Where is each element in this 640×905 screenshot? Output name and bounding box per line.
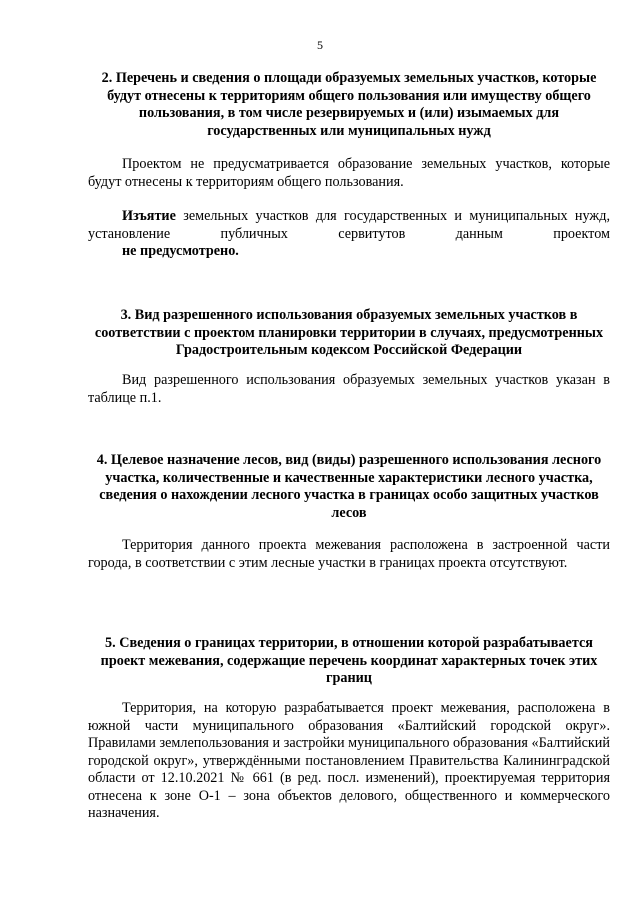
seizure-bold-text: Изъятие (122, 208, 176, 224)
section-2-heading: 2. Перечень и сведения о площади образуемых земельных участков, которые будут отнесены к территориям общего пользования или имуществу общего пользования, в том числе резервируемых и (или) изымаемых для государственных или муниципальных нужд (101, 70, 597, 139)
page-number: 5 (317, 38, 323, 52)
section-4-paragraph-1: Территория данного проекта межевания расположена в застроенной части города, в соответствии с этим лесные участки в границах проекта отсутствуют. (88, 537, 610, 571)
section-2-paragraph-1: Проектом не предусматривается образование земельных участков, которые будут отнесены к территориям общего пользования. (88, 156, 610, 190)
seizure-text: земельных участков для государственных и муниципальных нужд, установление публичных сервитутов данным проектом (88, 208, 610, 242)
not-provided-bold-text: не предусмотрено. (122, 243, 239, 259)
section-2-paragraph-2 (88, 208, 610, 261)
section-3-heading: 3. Вид разрешенного использования образуемых земельных участков в соответствии с проектом планировки территории в случаях, предусмотренных Градостроительным кодексом Российской Федерации (94, 307, 604, 358)
section-3-paragraph-1: Вид разрешенного использования образуемых земельных участков указан в таблице п.1. (88, 372, 610, 406)
section-5-paragraph-1: Территория, на которую разрабатывается проект межевания, расположена в южной части муниципального образования «Балтийский городской округ». Правилами землепользования и застройки муниципального образования «Балтийский городской округ», утверждёнными постановлением Правительства Калининградской области от 12.10.2021 № 661 (в ред. посл. изменений), проектируемая территория отнесена к зоне О-1 – зона объектов делового, общественного и коммерческого назначения. (88, 700, 610, 821)
section-4-heading: 4. Целевое назначение лесов, вид (виды) разрешенного использования лесного участка, количественные и качественные характеристики лесного участка, сведения о нахождении лесного участка в границах особо защитных участков лесов (96, 452, 602, 521)
section-5-title: . Сведения о границах территории, в отношении которой разрабатывается проект межевания, содержащие перечень координат характерных точек этих границ (100, 635, 598, 686)
section-5-number: 5 (105, 635, 113, 651)
section-5-heading (88, 635, 610, 688)
